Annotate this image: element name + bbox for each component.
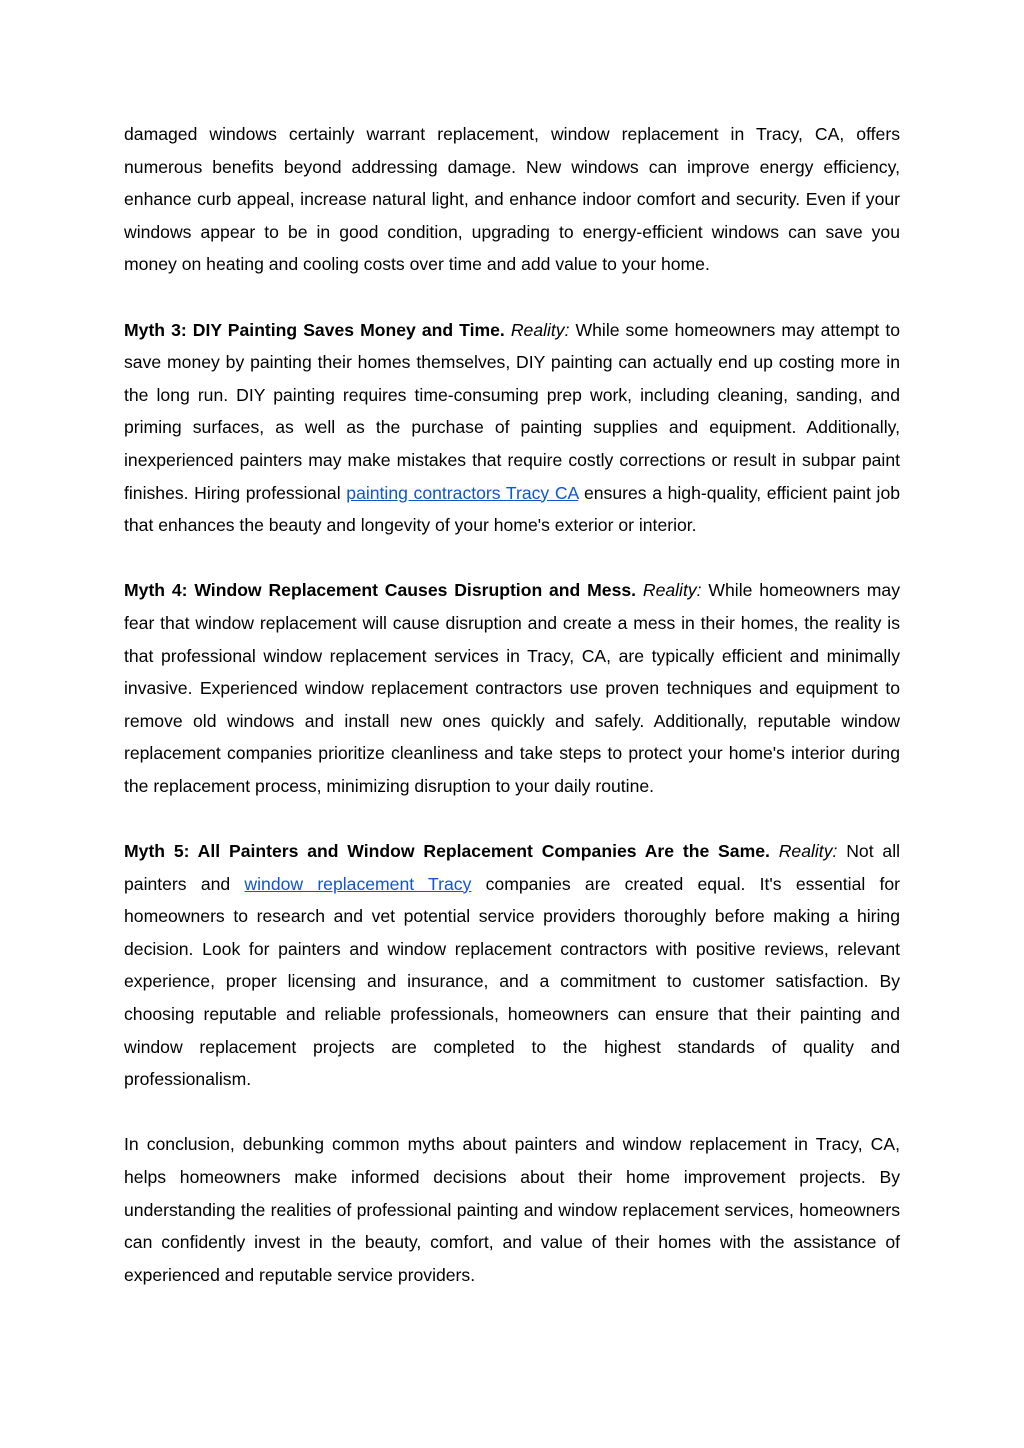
myth-3-body: While some homeowners may attempt to save money by painting their homes themselves, DIY painting can actually end up costing more in the long run. DIY painting requires time-consuming prep work, including cleaning, sanding, and priming surfaces, as well as the purchase of painting supplies and equipment. Additionally, inexperienced painters may make mistakes that require costly corrections or result in subpar paint finishes. Hiring professional xyxy=(124,319,900,503)
paragraph-window-benefits xyxy=(124,118,900,281)
myth-5-body: Not all painters and xyxy=(124,841,901,894)
myth-4-body: While homeowners may fear that window replacement will cause disruption and create a mess in their homes, the reality is that professional window replacement services in Tracy, CA, are typically efficient and minimally invasive. Experienced window replacement contractors use proven techniques and equipment to remove old windows and install new ones quickly and safely. Additionally, reputable window replacement companies prioritize cleanliness and take steps to protect your home's interior during the replacement process, minimizing disruption to your daily routine. xyxy=(124,580,901,796)
myth-4-reality-label: Reality: xyxy=(642,580,702,601)
myth-4-heading: Myth 4: Window Replacement Causes Disruption and Mess. xyxy=(124,580,637,601)
paragraph-myth-5 xyxy=(124,835,900,1096)
paragraph-conclusion xyxy=(124,1128,900,1291)
myth-5-heading: Myth 5: All Painters and Window Replacement Companies Are the Same. xyxy=(124,841,770,862)
myth-3-heading: Myth 3: DIY Painting Saves Money and Time. xyxy=(124,319,505,340)
document-body xyxy=(124,118,900,1291)
conclusion-text: In conclusion, debunking common myths about painters and window replacement in Tracy, CA, helps homeowners make informed decisions about their home improvement projects. By understanding the realities of professional painting and window replacement services, homeowners can confidently invest in the beauty, comfort, and value of their homes with the assistance of experienced and reputable service providers. xyxy=(124,1134,900,1285)
paragraph-myth-3 xyxy=(124,314,900,542)
myth-5-reality-label: Reality: xyxy=(778,841,838,862)
window-replacement-link[interactable]: window replacement Tracy xyxy=(244,873,472,894)
paragraph-myth-4 xyxy=(124,574,900,802)
paragraph-text: damaged windows certainly warrant replacement, window replacement in Tracy, CA, offers numerous benefits beyond addressing damage. New windows can improve energy efficiency, enhance curb appeal, increase natural light, and enhance indoor comfort and security. Even if your windows appear to be in good condition, upgrading to energy-efficient windows can save you money on heating and cooling costs over time and add value to your home. xyxy=(124,124,900,275)
myth-5-body-continued: companies are created equal. It's essential for homeowners to research and vet potential service providers thoroughly before making a hiring decision. Look for painters and window replacement contractors with positive reviews, relevant experience, proper licensing and insurance, and a commitment to customer satisfaction. By choosing reputable and reliable professionals, homeowners can ensure that their painting and window replacement projects are completed to the highest standards of quality and professionalism. xyxy=(124,873,901,1090)
myth-3-reality-label: Reality: xyxy=(510,319,570,340)
myth-3-body-continued: ensures a high-quality, efficient paint job that enhances the beauty and longevity of your home's exterior or interior. xyxy=(124,482,901,536)
painting-contractors-link[interactable]: painting contractors Tracy CA xyxy=(346,482,579,503)
